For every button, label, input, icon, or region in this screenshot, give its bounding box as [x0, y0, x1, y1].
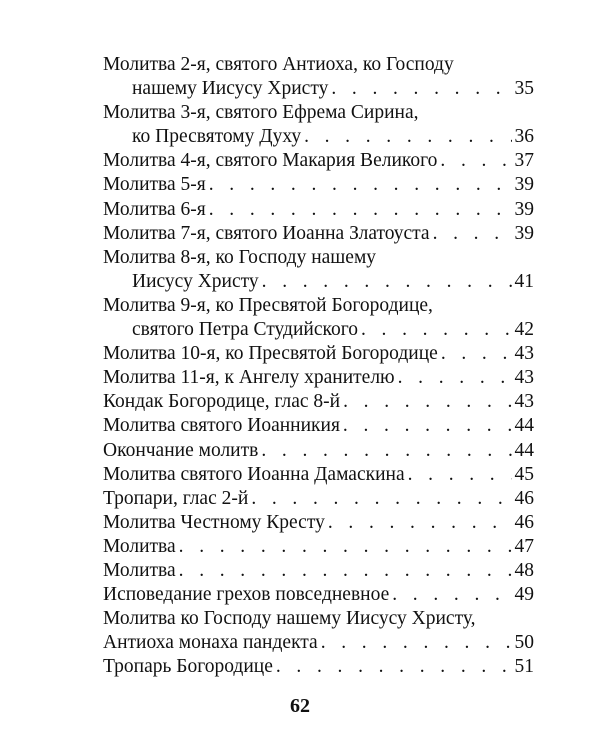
- toc-entry: [103, 53, 534, 101]
- toc-entry-title: Молитва 8-я, ко Господу нашему: [103, 246, 377, 268]
- dot-leader: [343, 390, 511, 414]
- dot-leader: [276, 655, 512, 679]
- toc-entry: [103, 390, 534, 414]
- toc-entry: [103, 294, 534, 342]
- toc-page-number: 46: [514, 487, 534, 509]
- page-number: 62: [290, 695, 310, 717]
- toc-entry: [103, 583, 534, 607]
- toc-entry-title: Молитва: [103, 559, 176, 581]
- toc-entry: [103, 173, 534, 197]
- toc-entry: [103, 511, 534, 535]
- toc-page-number: 39: [514, 174, 534, 196]
- dot-leader: [433, 222, 512, 246]
- dot-leader: [331, 77, 511, 101]
- toc-entry: [103, 342, 534, 366]
- dot-leader: [408, 463, 512, 487]
- dot-leader: [262, 270, 512, 294]
- dot-leader: [261, 439, 511, 463]
- toc-entry-title: Исповедание грехов повседневное: [103, 584, 390, 606]
- dot-leader: [392, 583, 511, 607]
- toc-entry-title: Окончание молитв: [103, 439, 259, 461]
- toc-entry: [103, 366, 534, 390]
- toc-entry-title: Молитва святого Иоанна Дамаскина: [103, 463, 405, 485]
- toc-page-number: 51: [514, 656, 534, 678]
- dot-leader: [441, 342, 512, 366]
- toc-entry-title: Молитва 3-я, святого Ефрема Сирина,: [103, 102, 419, 124]
- toc-entry: [103, 463, 534, 487]
- toc-page-number: 45: [514, 463, 534, 485]
- toc-page-number: 48: [514, 559, 534, 581]
- toc-page-number: 44: [514, 415, 534, 437]
- toc-entry-title: Молитва 10-я, ко Пресвятой Богородице: [103, 343, 438, 365]
- toc-entry: [103, 414, 534, 438]
- toc-entry-title: святого Петра Студийского: [132, 319, 358, 341]
- dot-leader: [321, 631, 512, 655]
- toc-entry-title: нашему Иисусу Христу: [132, 78, 329, 100]
- dot-leader: [328, 511, 512, 535]
- toc-entry-title: Молитва 9-я, ко Пресвятой Богородице,: [103, 294, 433, 316]
- dot-leader: [179, 535, 512, 559]
- toc-page-number: 50: [514, 632, 534, 654]
- dot-leader: [398, 366, 512, 390]
- toc-entry-title: ко Пресвятому Духу: [132, 126, 302, 148]
- toc-page-number: 46: [514, 511, 534, 533]
- table-of-contents: [103, 53, 534, 679]
- toc-page-number: 37: [514, 150, 534, 172]
- toc-entry-title: Молитва 11-я, к Ангелу хранителю: [103, 367, 395, 389]
- dot-leader: [361, 318, 512, 342]
- toc-entry-title: Молитва 7-я, святого Иоанна Златоуста: [103, 222, 430, 244]
- dot-leader: [343, 414, 512, 438]
- toc-page-number: 47: [514, 535, 534, 557]
- toc-page-number: 36: [514, 126, 534, 148]
- dot-leader: [440, 149, 511, 173]
- toc-entry: [103, 439, 534, 463]
- toc-entry-title: Молитва 4-я, святого Макария Великого: [103, 150, 438, 172]
- dot-leader: [209, 198, 512, 222]
- toc-entry-title: Молитва 6-я: [103, 198, 206, 220]
- toc-entry-title: Тропарь Богородице: [103, 656, 273, 678]
- toc-entry-title: Молитва 5-я: [103, 174, 206, 196]
- toc-page-number: 35: [514, 78, 534, 100]
- toc-page-number: 41: [514, 270, 534, 292]
- dot-leader: [209, 173, 512, 197]
- toc-entry: [103, 607, 534, 655]
- toc-entry-title: Антиоха монаха пандекта: [103, 632, 318, 654]
- dot-leader: [251, 487, 511, 511]
- toc-entry-title: Молитва Честному Кресту: [103, 511, 325, 533]
- toc-entry: [103, 101, 534, 149]
- toc-entry-title: Молитва: [103, 535, 176, 557]
- toc-entry-title: Тропари, глас 2-й: [103, 487, 249, 509]
- toc-entry-title: Молитва святого Иоанникия: [103, 415, 340, 437]
- toc-page-number: 43: [514, 367, 534, 389]
- toc-page-number: 39: [514, 198, 534, 220]
- toc-entry-title: Иисусу Христу: [132, 270, 259, 292]
- toc-entry: [103, 487, 534, 511]
- toc-entry: [103, 535, 534, 559]
- toc-entry: [103, 655, 534, 679]
- toc-page-number: 39: [514, 222, 534, 244]
- dot-leader: [304, 125, 511, 149]
- toc-entry: [103, 149, 534, 173]
- toc-entry: [103, 222, 534, 246]
- toc-page-number: 49: [514, 584, 534, 606]
- toc-page-number: 42: [514, 319, 534, 341]
- toc-entry: [103, 198, 534, 222]
- toc-page-number: 44: [514, 439, 534, 461]
- toc-page-number: 43: [514, 391, 534, 413]
- toc-page-number: 43: [514, 343, 534, 365]
- toc-entry-title: Молитва 2-я, святого Антиоха, ко Господу: [103, 54, 454, 75]
- toc-entry-title: Молитва ко Господу нашему Иисусу Христу,: [103, 608, 476, 630]
- toc-entry: [103, 246, 534, 294]
- toc-entry: [103, 559, 534, 583]
- toc-entry-title: Кондак Богородице, глас 8-й: [103, 391, 341, 413]
- dot-leader: [179, 559, 512, 583]
